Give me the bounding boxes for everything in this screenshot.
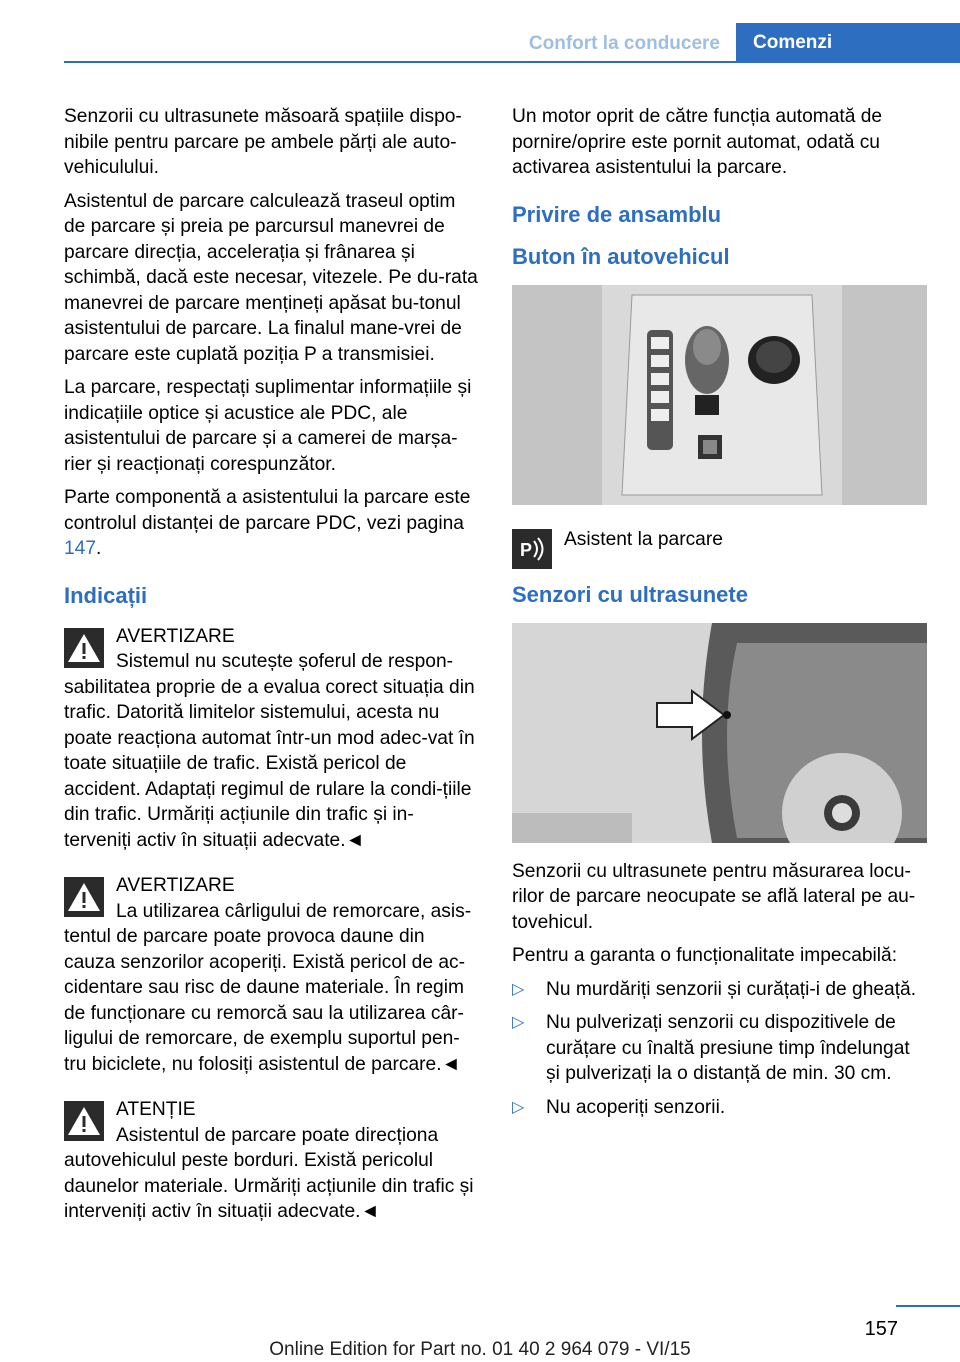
parking-assistant-label: Asistent la parcare [564,528,723,550]
subheading-button: Buton în autovehicul [512,243,730,269]
list-item-text: Nu pulverizați senzorii cu dispozitivele de curățare cu înaltă presiune timp îndelungat și pulverizați la o distanță de min. 30 cm. [546,1012,910,1084]
guarantee-text: Pentru a garanta o funcționalitate impecabilă: [512,945,898,966]
care-instructions-list [512,977,927,1121]
intro-paragraph-2: Asistentul de parcare calculează traseul optim de parcare și preia pe parcursul manevrei de parcare direcția, accelerația și frânarea și schimbă, dacă este necesar, vitezele. Pe du-rata manevrei de parcare mențineți apăsat bu-tonul asistentului de parcare. La finalul mane-vrei de parcare este cuplată poziția P a transmisiei. [64,190,478,365]
ultrasonic-sensor-photo [512,623,927,843]
warning-block-2 [64,873,479,1077]
warning-text: La utilizarea cârligului de remorcare, asis-tentul de parcare poate provoca daune din cauza senzorilor acoperiți. Există pericol de ac-cidentare sau risc de daune materiale. În regim de funcționare cu remorcă sau la utilizarea câr-ligului de remorcare, de exemplu suportul pen-tru biciclete, nu folosiți asistentul de parcare.◄ [64,900,472,1075]
intro-paragraph-4-text: Parte componentă a asistentului la parcare este controlul distanței de parcare PDC, vezi pagina [64,487,471,534]
right-column [512,104,927,1128]
intro-paragraph-3: La parcare, respectați suplimentar informațiile și indicațiile optice și acustice ale PDC, ale asistentului de parcare și a camerei de marșa-rier și reacționați corespunzător. [64,377,472,475]
bullet-triangle-icon: ▷ [512,980,525,998]
warning-title: AVERTIZARE [116,625,235,647]
list-item [512,1095,927,1121]
intro-paragraph-4-end: . [96,538,102,559]
warning-block-1 [64,624,479,854]
left-column [64,104,479,1235]
list-item [512,977,927,1003]
section-heading-indicatii: Indicații [64,582,148,608]
sensor-location-text: Senzorii cu ultrasunete pentru măsurarea locu-rilor de parcare neocupate se află lateral pe au-tovehicul. [512,860,916,933]
warning-triangle-icon [64,877,104,917]
header-rule [64,61,960,63]
list-item-text: Nu murdăriți senzorii și curățați-i de gheață. [546,978,917,1000]
intro-paragraph-1: Senzorii cu ultrasunete măsoară spațiile dispo-nibile pentru parcare pe ambele părți ale auto-vehiculului. [64,106,462,178]
list-item-text: Nu acoperiți senzorii. [546,1096,726,1118]
caution-title: ATENȚIE [116,1099,196,1120]
warning-triangle-icon [64,628,104,668]
intro-paragraph-4 [64,485,479,562]
subheading-sensors: Senzori cu ultrasunete [512,581,748,607]
warning-triangle-icon [64,1101,104,1141]
page-number: 157 [864,1318,898,1340]
parking-assistant-icon [512,529,552,569]
header-section-tab: Confort la conducere [528,33,720,54]
caution-text: Asistentul de parcare poate direcționa autovehiculul peste borduri. Există pericolul daunelor materiale. Urmăriți acțiunile din trafic și interveniți activ în situații adecvate.◄ [64,1124,474,1222]
autostart-paragraph: Un motor oprit de către funcția automată de pornire/oprire este pornit automat, odată cu activarea asistentului la parcare. [512,106,883,178]
list-item [512,1010,927,1087]
bullet-triangle-icon: ▷ [512,1014,525,1031]
svg-text:P: P [520,539,533,560]
header-chapter-tab: Comenzi [736,23,960,63]
edition-footer: Online Edition for Part no. 01 40 2 964 079 - VI/15 [269,1339,691,1360]
center-console-photo [512,285,927,505]
section-heading-overview: Privire de ansamblu [512,201,722,227]
parking-assistant-button-row [512,521,927,565]
bullet-triangle-icon: ▷ [512,1098,525,1116]
page-link-147[interactable]: 147 [64,538,97,559]
footer-rule [896,1305,960,1307]
warning-title: AVERTIZARE [116,875,235,896]
caution-block [64,1097,479,1225]
warning-text: Sistemul nu scutește șoferul de respon-sabilitatea proprie de a evalua corect situația din trafic. Datorită limitelor sistemului, acesta nu poate reacționa automat într-un mod adec-vat în toate situațiile de trafic. Există pericol de accident. Adaptați regimul de rulare la condi-țiile din trafic. Urmăriți acțiunile din trafic și in-terveniți activ în situații adecvate.◄ [64,651,475,851]
